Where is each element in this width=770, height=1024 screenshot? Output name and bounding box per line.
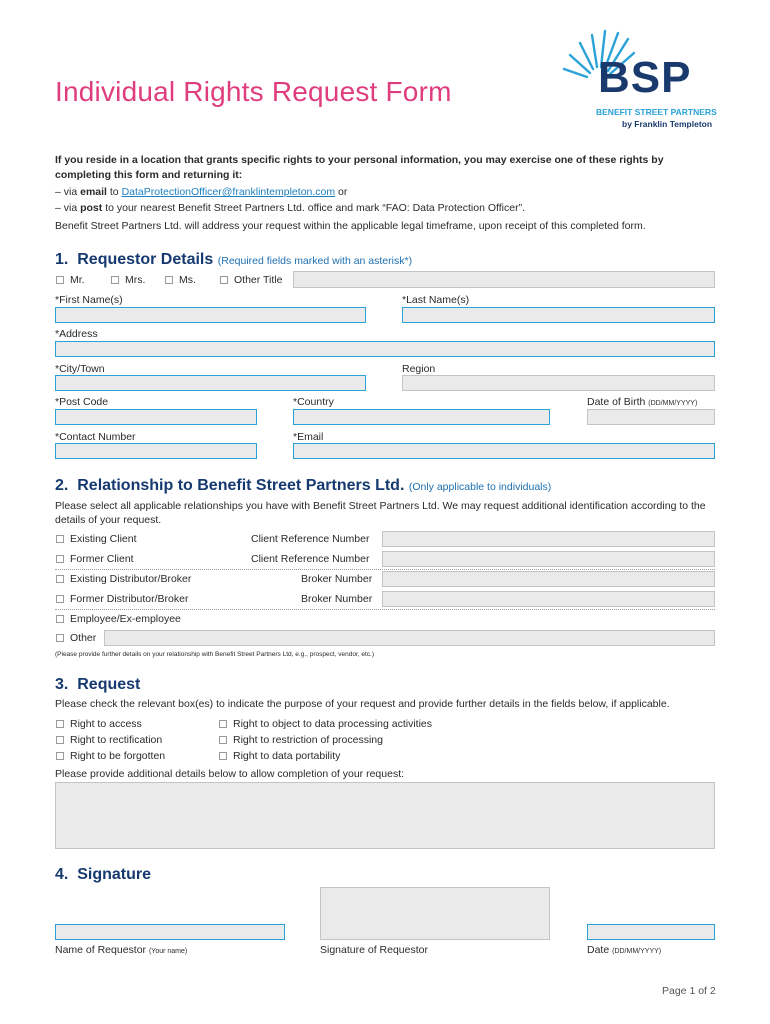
section2-title: Relationship to Benefit Street Partners Ltd. — [77, 477, 405, 494]
first-name-field[interactable] — [55, 307, 366, 323]
title-ms-label: Ms. — [179, 274, 196, 286]
contact-label: *Contact Number — [55, 431, 136, 443]
client-ref-field-1[interactable] — [382, 531, 715, 547]
last-name-label: *Last Name(s) — [402, 294, 470, 306]
post-text: to your nearest Benefit Street Partners Ltd. office and mark “FAO: Data Protection Officer”. — [102, 202, 526, 214]
title-mr-checkbox[interactable] — [56, 276, 64, 284]
page-number: Page 1 of 2 — [662, 985, 716, 997]
intro-closing: Benefit Street Partners Ltd. will address your request within the applicable legal timeframe, upon receipt of this completed form. — [55, 220, 646, 232]
other-relationship-checkbox[interactable] — [56, 634, 64, 642]
intro-text — [55, 153, 720, 234]
email-field[interactable] — [293, 443, 715, 459]
signature-field[interactable] — [320, 887, 550, 940]
former-client-label: Former Client — [70, 553, 134, 565]
form-title: Individual Rights Request Form — [55, 76, 452, 107]
email-prefix: – via — [55, 186, 81, 198]
employee-label: Employee/Ex-employee — [70, 613, 181, 625]
post-code-field[interactable] — [55, 409, 257, 425]
email-suffix: or — [335, 186, 348, 198]
title-mrs-label: Mrs. — [125, 274, 146, 286]
right-rectification-label: Right to rectification — [70, 734, 163, 746]
broker-number-label-2: Broker Number — [301, 593, 373, 605]
city-label: *City/Town — [55, 363, 105, 375]
post-word: post — [80, 202, 103, 214]
existing-broker-checkbox[interactable] — [56, 575, 64, 583]
first-name-label: *First Name(s) — [55, 294, 123, 306]
name-label-note: (Your name) — [148, 948, 188, 955]
email-to: to — [106, 186, 122, 198]
right-rectification-checkbox[interactable] — [56, 736, 64, 744]
section4-heading — [55, 866, 151, 884]
post-code-label: *Post Code — [55, 396, 109, 408]
title-other-checkbox[interactable] — [220, 276, 228, 284]
broker-number-field-2[interactable] — [382, 591, 715, 607]
contact-field[interactable] — [55, 443, 257, 459]
logo-text: BSP — [598, 53, 692, 102]
row-divider — [55, 569, 715, 570]
dob-label — [587, 396, 697, 408]
requestor-name-field[interactable] — [55, 924, 285, 940]
country-label: *Country — [293, 396, 334, 408]
right-object-checkbox[interactable] — [219, 720, 227, 728]
section3-number: 3. — [55, 676, 69, 693]
section1-number: 1. — [55, 251, 69, 268]
intro-lead: If you reside in a location that grants specific rights to your personal information, you may exercise one of these rights by completing this form and returning it: — [55, 154, 664, 181]
bsp-logo — [560, 25, 720, 135]
region-field[interactable] — [402, 375, 715, 391]
broker-number-field-1[interactable] — [382, 571, 715, 587]
logo-line1: BENEFIT STREET PARTNERS — [596, 107, 717, 117]
broker-number-label-1: Broker Number — [301, 573, 373, 585]
other-relationship-field[interactable] — [104, 630, 715, 646]
section4-number: 4. — [55, 866, 69, 883]
title-mrs-checkbox[interactable] — [111, 276, 119, 284]
city-field[interactable] — [55, 375, 366, 391]
former-broker-label: Former Distributor/Broker — [70, 593, 189, 605]
title-mr-label: Mr. — [70, 274, 85, 286]
client-ref-label-2: Client Reference Number — [251, 553, 370, 565]
section2-desc: Please select all applicable relationships you have with Benefit Street Partners Ltd. We may request additional identification according to the details of your request. — [55, 500, 706, 526]
date-label-text: Date — [587, 944, 610, 956]
section2-note: (Only applicable to individuals) — [408, 481, 552, 493]
right-access-label: Right to access — [70, 718, 142, 730]
dob-field[interactable] — [587, 409, 715, 425]
section3-desc: Please check the relevant box(es) to indicate the purpose of your request and provide further details in the fields below, if applicable. — [55, 698, 670, 710]
details-label: Please provide additional details below to allow completion of your request: — [55, 768, 405, 780]
request-details-textarea[interactable] — [55, 782, 715, 849]
section3-title: Request — [77, 676, 141, 693]
right-forgotten-checkbox[interactable] — [56, 752, 64, 760]
address-label: *Address — [55, 328, 98, 340]
signature-label: Signature of Requestor — [320, 944, 428, 956]
other-relationship-label: Other — [70, 632, 97, 644]
section2-footnote: (Please provide further details on your relationship with Benefit Street Partners Ltd, e.g., prospect, vendor, etc.) — [55, 651, 375, 658]
right-access-checkbox[interactable] — [56, 720, 64, 728]
right-restriction-label: Right to restriction of processing — [233, 734, 383, 746]
email-word: email — [80, 186, 107, 198]
former-client-checkbox[interactable] — [56, 555, 64, 563]
former-broker-checkbox[interactable] — [56, 595, 64, 603]
region-label: Region — [402, 363, 436, 375]
country-field[interactable] — [293, 409, 550, 425]
right-restriction-checkbox[interactable] — [219, 736, 227, 744]
logo-line2: by Franklin Templeton — [622, 119, 713, 129]
other-title-field[interactable] — [293, 271, 715, 288]
dob-text: Date of Birth — [587, 396, 646, 408]
section1-heading — [55, 251, 412, 269]
existing-client-checkbox[interactable] — [56, 535, 64, 543]
existing-client-label: Existing Client — [70, 533, 137, 545]
section2-number: 2. — [55, 477, 69, 494]
post-prefix: – via — [55, 202, 81, 214]
date-field[interactable] — [587, 924, 715, 940]
dob-format: (DD/MM/YYYY) — [648, 400, 698, 407]
section1-title: Requestor Details — [77, 251, 214, 268]
right-object-label: Right to object to data processing activities — [233, 718, 433, 730]
email-label: *Email — [293, 431, 324, 443]
name-label-text: Name of Requestor — [55, 944, 147, 956]
dpo-email-link[interactable]: DataProtectionOfficer@franklintempleton.com — [121, 186, 336, 198]
section3-heading — [55, 676, 140, 694]
right-forgotten-label: Right to be forgotten — [70, 750, 166, 762]
title-other-label: Other Title — [234, 274, 283, 286]
date-label — [587, 944, 661, 956]
title-ms-checkbox[interactable] — [165, 276, 173, 284]
right-portability-checkbox[interactable] — [219, 752, 227, 760]
client-ref-field-2[interactable] — [382, 551, 715, 567]
employee-checkbox[interactable] — [56, 615, 64, 623]
section4-title: Signature — [77, 866, 152, 883]
requestor-name-label — [55, 944, 187, 956]
last-name-field[interactable] — [402, 307, 715, 323]
existing-broker-label: Existing Distributor/Broker — [70, 573, 192, 585]
section2-heading — [55, 477, 551, 495]
address-field[interactable] — [55, 341, 715, 357]
date-label-note: (DD/MM/YYYY) — [612, 948, 662, 955]
section1-note: (Required fields marked with an asterisk*) — [217, 255, 413, 267]
client-ref-label-1: Client Reference Number — [251, 533, 370, 545]
right-portability-label: Right to data portability — [233, 750, 341, 762]
row-divider — [55, 609, 715, 610]
